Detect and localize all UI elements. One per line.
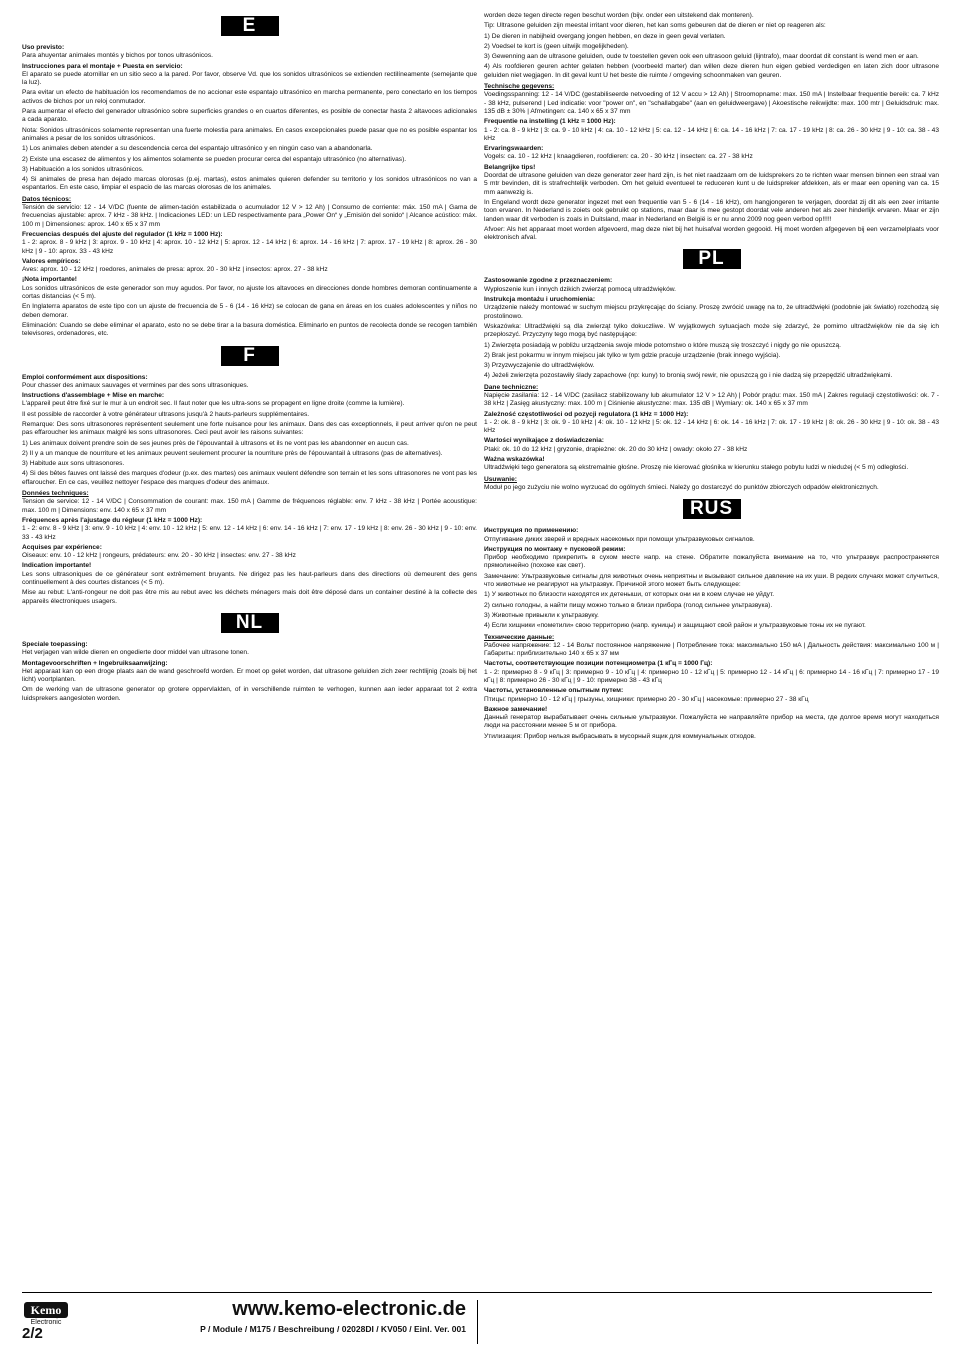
paragraph: Прибор необходимо прикрепить в сухом месте напр. на стене. Обратите пожалуйста внимание на то, что ультразвук распространяется прямолинейно (похоже как свет). [484,554,939,570]
page-number: 2/2 [22,1325,43,1342]
section-heading: Acquises par expérience: [22,543,102,551]
paragraph: Ptaki: ok. 10 do 12 kHz | gryzonie, drapieżne: ok. 20 do 30 kHz | owady: około 27 - 38 kHz [484,445,748,453]
paragraph: Nota: Sonidos ultrasónicos solamente representan una fuerte molestia para animales. En casos excepcionales puede pasar que no es posible espantar los animales a pesar de los sonidos ultrasónicos. [22,126,477,142]
section-heading: Инструкция по монтажу + пусковой режим: [484,545,626,553]
paragraph: Pour chasser des animaux sauvages et vermines par des sons ultrasoniques. [22,381,249,389]
paragraph: 3) Gewenning aan de ultrasone geluiden, oude tv toestellen geven ook een ultrasoon geluid (lijntrafo), maar doordat dit constant is wend men er aan. [484,53,919,61]
section-heading: Données techniques: [22,490,89,498]
footer-divider-line [22,1292,932,1293]
paragraph: Para ahuyentar animales montés y bichos por tonos ultrasónicos. [22,52,213,60]
paragraph: 3) Habituación a los sonidos ultrasónicos. [22,165,144,173]
paragraph: Remarque: Des sons ultrasonores représentent seulement une forte nuisance pour les animaux. Dans des cas exceptionnels, il peut arriver qu'on ne peut pas effaroucher les animaux malgré les sons ultrasonores. Ceci peut avoir les raisons suivantes: [22,420,477,437]
paragraph: Los sonidos ultrasónicos de este generador son muy agudos. Por favor, no ajuste los altavoces en direcciones donde hombres demoran continuamente a cortas distancias (< 5 m). [22,284,477,301]
section-heading: Usuwanie: [484,475,517,483]
paragraph: 1 - 2: aprox. 8 - 9 kHz | 3: aprox. 9 - 10 kHz | 4: aprox. 10 - 12 kHz | 5: aprox. 12 - 14 kHz | 6: aprox. 14 - 16 kHz | 7: aprox. 17 - 19 kHz | 8: aprox. 26 - 30 kHz | 9 - 10: aprox. 33 - 43 kHz [22,239,477,255]
paragraph: El aparato se puede atornillar en un sitio seco a la pared. Por favor, observe Vd. que los sonidos ultrasónicos se extienden rectilíneamente (semejante que la luz). [22,70,477,87]
section-heading: Montagevoorschriften + Ingebruiksaanwijzing: [22,659,168,667]
kemo-logo: Kemo [24,1302,68,1318]
section-heading: Emploi conformément aux dispositions: [22,373,148,381]
paragraph: Afvoer: Als het apparaat moet worden afgevoerd, mag deze niet bij het huisafval worden gegooid. Hij moet worden afgegeven bij een verzamelplaats voor elektronisch afval. [484,225,939,242]
paragraph: Wskazówka: Ultradźwięki są dla zwierząt tylko dokuczliwe. W wyjątkowych sytuacjach może się zdarzyć, że pomimo ultradźwięków nie da się ich przepłoszyć. Przyczyny tego mogą być następujące: [484,322,939,339]
section-heading: Valores empíricos: [22,257,81,265]
section-continued [484,12,939,242]
section-heading: Fréquences après l'ajustage du régleur (1 kHz = 1000 Hz): [22,516,203,524]
footer-vertical-divider [477,1300,478,1344]
paragraph: Mise au rebut: L'anti-rongeur ne doit pas être mis au rebut avec les déchets ménagers mais doit être déposé dans un container destiné à la collecte des appareils électroniques usagers. [22,589,477,605]
paragraph: 4) Jeżeli zwierzęta pozostawiły ślady zapachowe (np: kuny) to bronią swój rewir, nie opuszczą go i nie dadzą się przepędzić ultradźwiękami. [484,372,893,380]
section-heading: Belangrijke tips! [484,163,536,171]
language-badge: NL [221,613,279,633]
article-reference: P / Module / M175 / Beschreibung / 02028DI / KV050 / Einl. Ver. 001 [200,1324,466,1334]
paragraph: Данный генератор вырабатывает очень сильные ультразвуки. Пожалуйста не направляйте прибор на места, где долгое время могут находиться люди на расстоянии менее 5 м от прибора. [484,714,939,730]
paragraph: Tensión de servicio: 12 - 14 V/DC (fuente de alimen-tación estabilizada o acumulador 12 V > 12 Ah) | Consumo de corriente: máx. 150 mA | Gama de frecuencias ajustable: aprox. 7 kHz - 38 kHz. | Indicaciones LED: un LED respectivamente para „Power On“ y „Emisión del sonido“ | Alcance acústico: máx. 100 m | Dimensiones: aprox. 140 x 65 x 37 mm [22,204,477,228]
paragraph: Aves: aprox. 10 - 12 kHz | roedores, animales de presa: aprox. 20 - 30 kHz | insectos: aprox. 27 - 38 kHz [22,266,328,274]
paragraph: 3) Habitude aux sons ultrasonores. [22,460,125,468]
paragraph: Замечание: Ультразвуковые сигналы для животных очень неприятны и вызывают сильное давление на их уши. В редких случаях может случиться, что животные не реагируют на ультразвук. Причиной этого может быть следующее: [484,572,939,589]
paragraph: 1 - 2: ok. 8 - 9 kHz | 3: ok. 9 - 10 kHz | 4: ok. 10 - 12 kHz | 5: ok. 12 - 14 kHz | 6: ok. 14 - 16 kHz | 7: ok. 17 - 19 kHz | 8: ok. 26 - 30 kHz | 9 - 10: ok. 38 - 43 kHz [484,418,939,435]
section-heading: ¡Nota importante! [22,276,77,284]
section-nl [22,613,477,703]
section-heading: Технические данные: [484,633,555,641]
paragraph: Отпугивание диких зверей и вредных насекомых при помощи ультразвуковых сигналов. [484,535,755,543]
paragraph: worden deze tegen directe regen beschut worden (bijv. onder een uitstekend dak monteren). [484,12,754,19]
paragraph: 2) сильно голодны, а найти пищу можно только в близи прибора (голод сильнее ультразвука). [484,601,773,609]
paragraph: 1) Los animales deben atender a su descendencia cerca del espantajo ultrasónico y en ningún caso van a abandonarla. [22,145,373,153]
paragraph: Eliminación: Cuando se debe eliminar el aparato, esto no se debe tirar a la basura doméstica. Eliminarlo en puntos de recolecta donde se recogen también televisores, ordenadores, etc. [22,321,477,338]
paragraph: 1) Les animaux doivent prendre soin de ses jeunes près de l'épouvantail à ultrasons et ils ne vont pas les abandonner en aucun cas. [22,439,409,447]
paragraph: Ultradźwięki tego generatora są ekstremalnie głośne. Proszę nie kierować głośnika w kierunku stałego pobytu ludzi w niedużej (< 5 m) odległości. [484,464,909,472]
section-heading: Instrukcja montażu i uruchomienia: [484,296,596,304]
section-heading: Instructions d'assemblage + Mise en marche: [22,392,165,400]
paragraph: 4) Si des bêtes fauves ont laissé des marques d'odeur (p.ex. des martes) ces animaux veulent défendre son terrain et les sons ultrasonores ne vont pas les effaroucher. En ce cas, veuillez nettoyer l'espace des marques d'odeur des animaux. [22,470,477,486]
language-badge: RUS [683,499,741,519]
paragraph: Tension de service: 12 - 14 V/DC | Consommation de courant: max. 150 mA | Gamme de fréquences réglable: env. 7 kHz - 38 kHz | Portée acoustique: max. 100 m | Dimensions: env. 140 x 65 x 37 mm [22,498,477,514]
section-heading: Datos técnicos: [22,195,72,203]
section-heading: Важное замечание! [484,705,548,713]
paragraph: 4) Als roofdieren geuren achter gelaten hebben (voorbeeld marter) dan willen deze dieren hun eigen gebied verdedigen en laten zich door ultrasone geluiden niet wegjagen. In dit geval kunt U het beste die ruimte / omgeving schoonmaken van geuren. [484,63,939,79]
section-heading: Wartości wynikające z doświadczenia: [484,437,604,445]
paragraph: 1 - 2: примерно 8 - 9 кГц | 3: примерно 9 - 10 кГц | 4: примерно 10 - 12 кГц | 5: примерно 12 - 14 кГц | 6: примерно 14 - 16 кГц | 7: примерно 17 - 19 кГц | 8: примерно 26 - 30 кГц | 9 - 10: примерно 38 - 43 кГц [484,668,939,684]
section-heading: Instrucciones para el montaje + Puesta en servicio: [22,62,183,70]
paragraph: 2) Brak jest pokarmu w innym miejscu jak tylko w tym gdzie pracuje urządzenie (brak innego wyjścia). [484,351,781,359]
kemo-logo-subtitle: Electronic [30,1319,62,1326]
paragraph: Napięcie zasilania: 12 - 14 V/DC (zasilacz stabilizowany lub akumulator 12 V > 12 Ah) | Pobór prądu: max. 150 mA | Zakres regulacji częstotliwości: ok. 7 - 38 kHz | Zasięg akustyczny: max. 100 m | Ciśnienie akustyczne: max. 135 dB | Wymiary: ok. 140 x 65 x 37 mm [484,391,939,408]
section-pl [484,249,939,492]
section-rus [484,499,939,741]
section-heading: Частоты, установленные опытным путем: [484,687,624,695]
paragraph: Il est possible de raccorder à votre générateur ultrasons jusqu'à 2 hauts-parleurs supplémentaires. [22,410,310,418]
website-link[interactable]: www.kemo-electronic.de [232,1298,466,1320]
right-column [484,12,939,748]
paragraph: In Engeland wordt deze generator ingezet met een frequentie van 5 - 6 (14 - 16 kHz), om hangjongeren te verjagen, doordat zij dit als een zeer irritante toon ervaren. In Nederland is zoiets ook gebruikt op stations, maar daar is mee gestopt doordat vele anderen het als zeer hinderlijk ervaren. Maar er zijn landen waar dit verboden is zoals in Duitsland, maar in Nederland en België is er nu anno 2009 nog geen verbod op!!!!! [484,198,939,223]
paragraph: Het apparaat kan op een droge plaats aan de wand geschroefd worden. Er moet op gelet worden, dat ultrasone geluiden zich zeer rechtlijnig (zoals bij het licht) voortplanten. [22,667,477,684]
paragraph: 4) Si animales de presa han dejado marcas olorosas (p.ej. martas), estos animales quieren defender su territorio y los sonidos ultrasónicos no van a espantarlos. En este caso, limpiar el espacio de las marcas olorosas de los animales. [22,176,477,192]
paragraph: Para aumentar el efecto del generador ultrasónico sobre superficies grandes o en cuartos diferentes, es posible de conectar hasta 2 altavoces adicionales a cada aparato. [22,108,477,124]
language-badge: E [221,16,279,36]
paragraph: Om de werking van de ultrasone generator op grotere oppervlakten, of in verschillende ruimten te verhogen, kunnen aan ieder apparaat tot 2 extra luidsprekers aangesloten worden. [22,686,477,702]
section-f [22,346,477,606]
section-heading: Ważna wskazówka! [484,456,545,464]
paragraph: Voedingsspanning: 12 - 14 V/DC (gestabiliseerde netvoeding of 12 V accu > 12 Ah) | Stroomopname: max. 150 mA | Instelbaar frequentie bereik: ca. 7 kHz - 38 kHz, pulserend | Led indicatie: voor "power on", en "schallabgabe" (aan en geluidweergave) | Akoestische reikwijdte: max. 100 mtr | Geluidsdruk: max. 135 dB ± 30% | Afmetingen: ca. 140 x 65 x 37 mm [484,91,939,115]
paragraph: Moduł po jego zużyciu nie wolno wyrzucać do ogólnych śmieci. Należy go dostarczyć do punktów zbiorczych odpadów elektronicznych. [484,483,879,491]
paragraph: En Inglaterra aparatos de este tipo con un ajuste de frecuencia de 5 - 6 (14 - 16 kHz) se colocan de gana en áreas en los cuales adolescentes y niños no deben demorar. [22,303,477,319]
paragraph: 1 - 2: ca. 8 - 9 kHz | 3: ca. 9 - 10 kHz | 4: ca. 10 - 12 kHz | 5: ca. 12 - 14 kHz | 6: ca. 14 - 16 kHz | 7: ca. 17 - 19 kHz | 8: ca. 26 - 30 kHz | 9 - 10: ca. 38 - 43 kHz [484,126,939,142]
paragraph: 1 - 2: env. 8 - 9 kHz | 3: env. 9 - 10 kHz | 4: env. 10 - 12 kHz | 5: env. 12 - 14 kHz | 6: env. 14 - 16 kHz | 7: env. 17 - 19 kHz | 8: env. 26 - 30 kHz | 9 - 10: env. 33 - 43 kHz [22,525,477,541]
paragraph: 2) Il y a un manque de nourriture et les animaux peuvent seulement procurer la nourriture près de l'épouvantail à ultrasons (pas de alternatives). [22,449,443,457]
paragraph: Утилизация: Прибор нельзя выбрасывать в мусорный ящик для коммунальных отходов. [484,732,756,740]
section-heading: Frecuencias después del ajuste del regulador (1 kHz = 1000 Hz): [22,230,223,238]
paragraph: Tip: Ultrasone geluiden zijn meestal irritant voor dieren, het kan soms gebeuren dat de dieren er niet op reageren als: [484,22,826,30]
language-badge: PL [683,249,741,269]
paragraph: 3) Przyzwyczajenie do ultradźwięków. [484,362,595,370]
section-e [22,16,477,339]
section-heading: Zależność częstotliwości od pozycji regulatora (1 kHz = 1000 Hz): [484,410,689,418]
section-heading: Uso previsto: [22,44,65,51]
section-heading: Frequentie na instelling (1 kHz = 1000 Hz): [484,118,616,126]
left-column [22,12,477,710]
section-heading: Zastosowanie zgodne z przeznaczeniem: [484,277,613,285]
page-footer [0,1292,954,1350]
section-heading: Инструкция по применению: [484,527,579,535]
paragraph: Doordat de ultrasone geluiden van deze generator zeer hard zijn, is het niet raadzaam om de luidsprekers zo te richten waar mensen binnen een straal van 5 mtr bevinden, dit is strafrechtelijk verboden. Om het geluid eventueel te reduceren kunt u de luidspreker afdekken, als er maar een opening van ca. 15 mm aanwezig is. [484,172,939,196]
paragraph: L'appareil peut être fixé sur le mur à un endroit sec. Il faut noter que les ultra-sons se propagent en ligne droite (comme la lumière). [22,400,405,408]
section-heading: Частоты, соответствующие позиции потенциометра (1 кГц = 1000 Гц): [484,660,713,668]
paragraph: Wypłoszenie kun i innych dzikich zwierząt pomocą ultradźwięków. [484,285,676,293]
paragraph: 2) Existe una escasez de alimentos y los alimentos solamente se pueden procurar cerca del espantajo ultrasónico (no alternativas). [22,155,407,163]
language-badge: F [221,346,279,366]
section-heading: Technische gegevens: [484,83,555,91]
paragraph: Рабочее напряжение: 12 - 14 Вольт постоянное напряжение | Потребление тока: максимально 150 мА | Дальность действия: максимально 100 м | Габариты: приблизительно 140 х 65 х 37 мм [484,641,939,658]
section-heading: Dane techniczne: [484,383,539,391]
paragraph: Vogels: ca. 10 - 12 kHz | knaagdieren, roofdieren: ca. 20 - 30 kHz | insecten: ca. 27 - 38 kHz [484,153,753,161]
paragraph: Les sons ultrasoniques de ce générateur sont extrêmement bruyants. Ne dirigez pas les haut-parleurs dans des directions où demeurent des gens continuellement à des courtes distances (< 5 m). [22,570,477,587]
paragraph: Het verjagen van wilde dieren en ongedierte door middel van ultrasone tonen. [22,649,249,657]
paragraph: Urządzenie należy montować w suchym miejscu przykręcając do ściany. Proszę zwrócić uwagę na to, że ultradźwięki (podobnie jak światło) rozchodzą się prostolinowo. [484,304,939,320]
section-heading: Indication importante! [22,562,92,570]
section-heading: Ervaringswaarden: [484,145,544,153]
paragraph: Oiseaux: env. 10 - 12 kHz | rongeurs, prédateurs: env. 20 - 30 kHz | insectes: env. 27 - 38 kHz [22,552,296,560]
paragraph: 1) У животных по близости находятся их детеныши, от которых они ни в коем случае не уйдут. [484,591,775,599]
paragraph: Птицы: примерно 10 - 12 кГц | грызуны, хищники: примерно 20 - 30 кГц | насекомые: примерно 27 - 38 кГц [484,695,809,703]
paragraph: 1) Zwierzęta posiadają w pobliżu urządzenia swoje młode potomstwo o które muszą się troszczyć i nigdy go nie opuszczą. [484,341,841,349]
section-heading: Speciale toepassing: [22,640,88,648]
paragraph: 3) Животные привыкли к ультразвуку. [484,611,599,619]
paragraph: 2) Voedsel te kort is (geen uitwijk mogelijkheden). [484,42,629,50]
paragraph: Para evitar un efecto de habituación los recomendamos de no accionar este espantajo ultrasónico en marcha permanente, pero conectarlo en los tiempos activos de bichos por un reloj conmutador. [22,89,477,105]
paragraph: 1) De dieren in nabijheid overgang jongen hebben, en deze in geen geval verlaten. [484,32,726,40]
paragraph: 4) Если хищники «пометили» свою территорию (напр. куницы) и защищают свой район и ультразвуковые тоны их не пугают. [484,622,866,630]
